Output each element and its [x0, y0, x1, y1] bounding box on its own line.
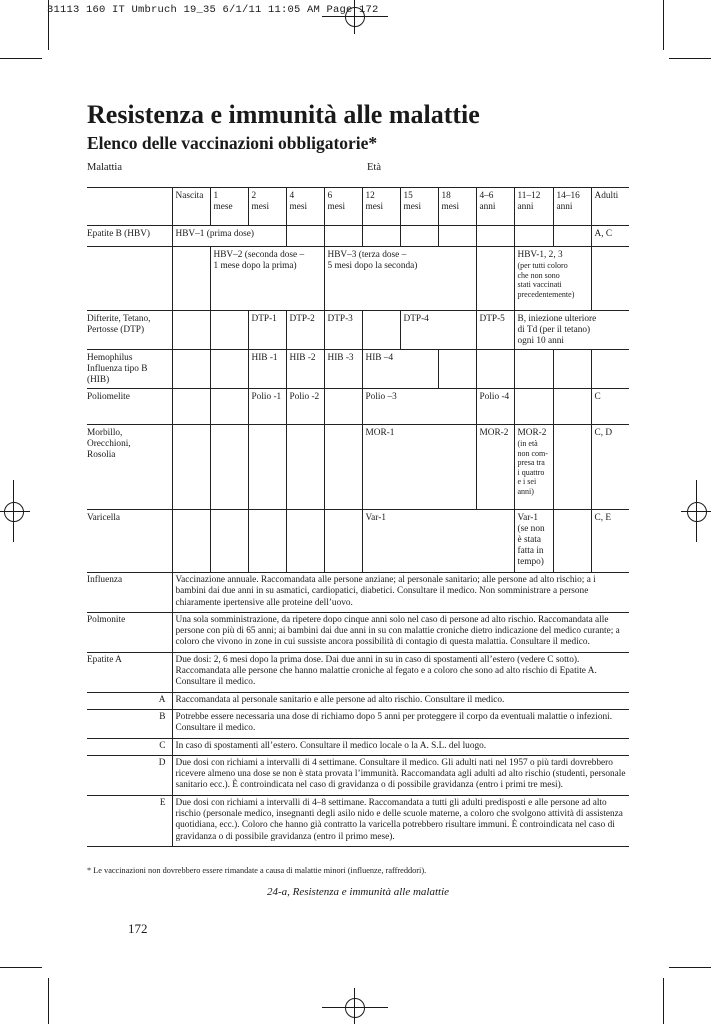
note-label: Influenza: [87, 573, 172, 613]
vaccine-cell: HBV–1 (prima dose): [172, 226, 286, 247]
empty-cell: [553, 350, 591, 389]
empty-cell: [514, 389, 553, 425]
adult-note: C, D: [591, 425, 629, 510]
empty-cell: [324, 425, 362, 510]
empty-cell: [362, 311, 400, 350]
age-header: 12 mesi: [362, 188, 400, 226]
letter-text: Raccomandata al personale sanitario e alle persone ad alto rischio. Consultare il medico.: [175, 694, 505, 705]
table-row: [87, 510, 629, 573]
age-header: 4 mesi: [286, 188, 324, 226]
vaccine-label: HBV-1, 2, 3: [517, 250, 563, 260]
registration-line: [681, 511, 711, 512]
age-header: 1 mese: [210, 188, 248, 226]
age-header: 18 mesi: [438, 188, 476, 226]
table-row: [87, 425, 629, 510]
empty-cell: [87, 188, 172, 226]
crop-mark: [0, 58, 42, 59]
note-row: [87, 573, 629, 613]
vaccine-cell: HBV–3 (terza dose – 5 mesi dopo la seconda): [324, 247, 476, 311]
empty-cell: [210, 389, 248, 425]
vaccine-cell: [514, 247, 591, 311]
empty-cell: [514, 350, 553, 389]
note-text: Vaccinazione annuale. Raccomandata alle persone anziane; al personale sanitario; alle persone ad alto rischio; a i bambini dai due anni in su asmatici, cardiopatici, diabetici. Consultare il medico. Non somministrare a persone chiaramente ipertensive alle proteine dell’uovo.: [175, 575, 596, 608]
crop-mark: [669, 58, 711, 59]
empty-cell: [210, 311, 248, 350]
vaccine-cell: [514, 510, 553, 573]
adult-note: C, E: [591, 510, 629, 573]
disease-name: Epatite B (HBV): [87, 229, 150, 239]
page-title: Resistenza e immunità alle malattie: [87, 100, 480, 129]
crop-mark: [663, 978, 664, 1024]
table-row: [87, 350, 629, 389]
note-row: [87, 652, 629, 692]
letter-note-row: [87, 709, 629, 738]
vaccine-label: MOR-2: [517, 428, 547, 438]
empty-cell: [172, 311, 210, 350]
footnote: * Le vaccinazioni non dovrebbero essere rimandate a causa di malattie minori (influenze, raffreddori).: [87, 866, 427, 875]
empty-cell: [172, 247, 210, 311]
empty-cell: [591, 247, 629, 311]
note-text: Due dosi: 2, 6 mesi dopo la prima dose. Dai due anni in su in caso di spostamenti all’estero (vedere C sotto). Raccomandata alle persone che hanno malattie croniche al fegato e a coloro che sono ad alto rischio di Epatite A. Consultare il medico.: [175, 654, 597, 688]
vaccine-cell: HIB –4: [362, 350, 438, 389]
empty-cell: [286, 226, 324, 247]
letter-text: Due dosi con richiami a intervalli di 4–8 settimane. Raccomandata a tutti gli adulti predisposti e alle persone ad alto rischio (personale medico, insegnanti degli asilo nido e delle scuole materne, a coloro che svolgono attività di assistenza quotidiana, ecc.). Coloro che hanno già contratto la varicella potrebbero risultare immuni. È controindicata nel caso di gravidanza o di possibile gravidanza (entro il primo mese).: [175, 797, 623, 842]
disease-column-label: Malattia: [87, 162, 122, 173]
crop-mark: [663, 0, 664, 50]
vaccine-label: Var-1: [517, 513, 538, 523]
empty-cell: [172, 510, 210, 573]
vaccine-note: (se non è stata fatta in tempo): [517, 524, 545, 567]
age-header: 2 mesi: [248, 188, 286, 226]
vaccine-cell: Polio –3: [362, 389, 476, 425]
vaccine-cell: B, iniezione ulteriore di Td (per il tetano) ogni 10 anni: [514, 311, 629, 350]
print-slug: 31113 160 IT Umbruch 19_35 6/1/11 11:05 AM Page 172: [47, 4, 379, 16]
empty-cell: [476, 226, 514, 247]
vaccine-cell: HIB -1: [248, 350, 286, 389]
page-subtitle: Elenco delle vaccinazioni obbligatorie*: [87, 133, 378, 153]
letter-label: B: [87, 709, 172, 738]
adult-note: A, C: [591, 226, 629, 247]
vaccine-note: (per tutti coloro che non sono stati vaccinati precedentemente): [517, 261, 575, 299]
vaccine-cell: DTP-1: [248, 311, 286, 350]
vaccine-cell: Polio -2: [286, 389, 324, 425]
empty-cell: [324, 226, 362, 247]
vaccine-cell: HIB -2: [286, 350, 324, 389]
empty-cell: [362, 226, 400, 247]
vaccine-cell: HBV–2 (seconda dose – 1 mese dopo la prima): [210, 247, 324, 311]
empty-cell: [324, 510, 362, 573]
empty-cell: [553, 425, 591, 510]
notes-table: [87, 572, 629, 847]
age-header: Adulti: [591, 188, 629, 226]
vaccine-cell: Var-1: [362, 510, 514, 573]
disease-name: Hemophilus Influenza tipo B (HIB): [87, 353, 148, 385]
age-header: 11–12 anni: [514, 188, 553, 226]
registration-mark-icon: [687, 502, 707, 522]
disease-name: Morbillo, Orecchioni, Rosolia: [87, 428, 131, 460]
vaccine-cell: DTP-5: [476, 311, 514, 350]
vaccine-cell: DTP-4: [400, 311, 476, 350]
empty-cell: [286, 425, 324, 510]
vaccine-cell: [514, 425, 553, 510]
empty-cell: [553, 226, 591, 247]
registration-mark-icon: [345, 998, 365, 1018]
age-header-row: [87, 188, 629, 226]
table-row: [87, 311, 629, 350]
registration-line: [322, 16, 388, 17]
letter-note-row: [87, 692, 629, 709]
note-text: Una sola somministrazione, da ripetere dopo cinque anni solo nel caso di persone ad alto rischio. Raccomandata alle persone con più di 65 anni; ai bambini dai due anni in su con malattie croniche dietro indicazione del medico curante; a coloro che vivono in zone in cui sussiste ancora possibilità di contagio di questa malattia. Consultare il medico.: [175, 614, 620, 648]
empty-cell: [87, 247, 172, 311]
empty-cell: [553, 510, 591, 573]
letter-note-row: [87, 755, 629, 795]
age-header: Nascita: [172, 188, 210, 226]
page-number: 172: [128, 921, 148, 936]
empty-cell: [172, 425, 210, 510]
vaccine-cell: DTP-3: [324, 311, 362, 350]
letter-text: In caso di spostamenti all’estero. Consultare il medico locale o la A. S.L. del luogo.: [175, 740, 487, 751]
empty-cell: [210, 510, 248, 573]
note-row: [87, 612, 629, 652]
vaccine-cell: HIB -3: [324, 350, 362, 389]
crop-mark: [0, 967, 42, 968]
crop-mark: [669, 967, 711, 968]
empty-cell: [476, 247, 514, 311]
letter-note-row: [87, 738, 629, 755]
registration-mark-icon: [4, 502, 24, 522]
vaccine-cell: Polio -1: [248, 389, 286, 425]
note-label: Polmonite: [87, 612, 172, 652]
empty-cell: [172, 389, 210, 425]
table-row: [87, 247, 629, 311]
empty-cell: [210, 425, 248, 510]
letter-text: Potrebbe essere necessaria una dose di richiamo dopo 5 anni per proteggere il corpo da eventuali malattie o infezioni. Consultare il medico.: [175, 711, 613, 734]
crop-mark: [48, 978, 49, 1024]
age-header: 6 mesi: [324, 188, 362, 226]
table-row: [87, 226, 629, 247]
disease-name: Difterite, Tetano, Pertosse (DTP): [87, 314, 151, 335]
empty-cell: [438, 350, 476, 389]
vaccination-table: [87, 187, 629, 573]
vaccine-cell: MOR-2: [476, 425, 514, 510]
letter-label: D: [87, 755, 172, 795]
empty-cell: [476, 350, 514, 389]
empty-cell: [514, 226, 553, 247]
empty-cell: [210, 350, 248, 389]
registration-line: [354, 988, 355, 1024]
vaccine-cell: Polio -4: [476, 389, 514, 425]
empty-cell: [172, 350, 210, 389]
letter-text: Due dosi con richiami a intervalli di 4 settimane. Consultare il medico. Gli adulti nati nel 1957 o più tardi dovrebbero ricevere almeno una dose se non è stata provata l’immunità. Raccomandata agli adulti ad alto rischio (studenti, personale sanitario ecc.). È controindicata nel caso di gravidanza o di possibile gravidanza (entro i primi tre mesi).: [175, 757, 626, 791]
age-header: 4–6 anni: [476, 188, 514, 226]
adult-note: C: [591, 389, 629, 425]
disease-name: Varicella: [87, 513, 121, 523]
registration-line: [322, 1007, 388, 1008]
registration-line: [0, 511, 30, 512]
vaccine-note: (in età non com- presa tra i quattro e i sei anni): [517, 439, 548, 496]
empty-cell: [286, 510, 324, 573]
empty-cell: [438, 226, 476, 247]
age-column-label: Età: [367, 162, 381, 173]
empty-cell: [324, 389, 362, 425]
figure-caption: 24-a, Resistenza e immunità alle malattie: [266, 886, 450, 898]
empty-cell: [248, 425, 286, 510]
vaccine-cell: MOR-1: [362, 425, 476, 510]
age-header: 15 mesi: [400, 188, 438, 226]
letter-label: C: [87, 738, 172, 755]
empty-cell: [553, 389, 591, 425]
age-header: 14–16 anni: [553, 188, 591, 226]
note-label: Epatite A: [87, 652, 172, 692]
vaccine-cell: DTP-2: [286, 311, 324, 350]
letter-note-row: [87, 795, 629, 846]
empty-cell: [591, 350, 629, 389]
empty-cell: [248, 510, 286, 573]
letter-label: E: [87, 795, 172, 846]
letter-label: A: [87, 692, 172, 709]
table-row: [87, 389, 629, 425]
empty-cell: [400, 226, 438, 247]
disease-name: Poliomelite: [87, 392, 130, 402]
